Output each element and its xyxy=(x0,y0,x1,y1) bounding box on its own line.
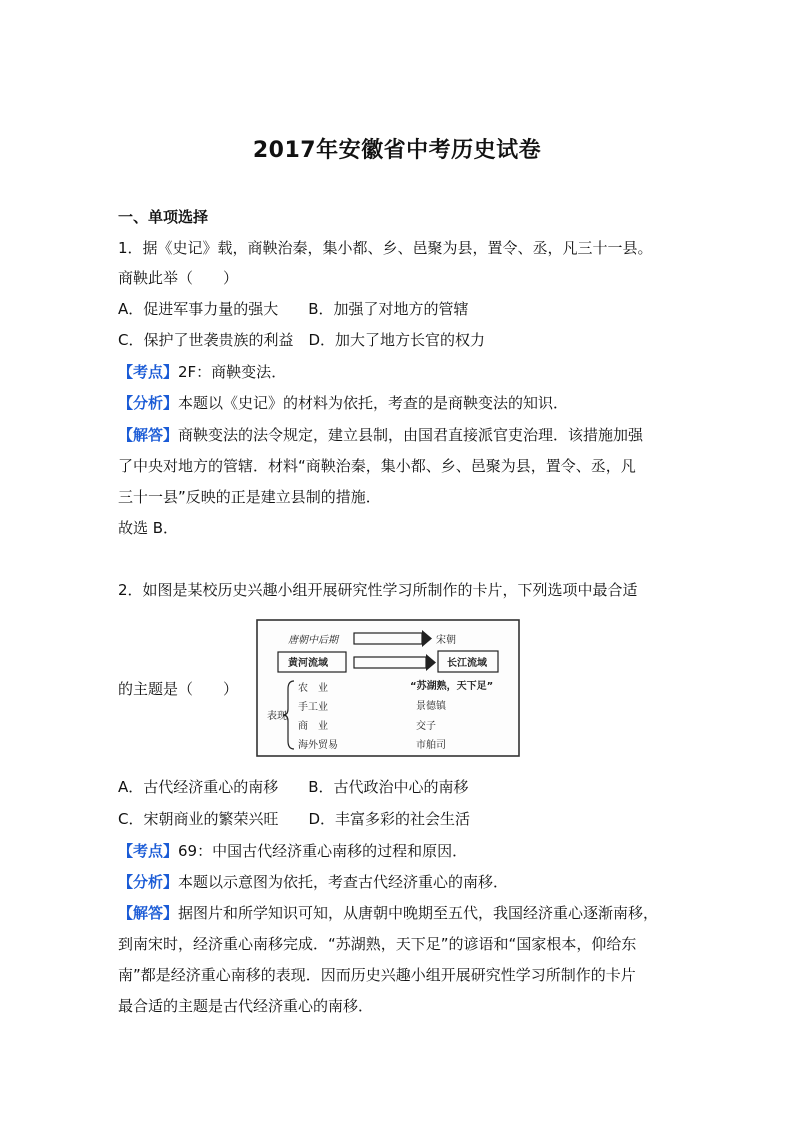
page-title: 2017年安徽省中考历史试卷 xyxy=(252,138,542,163)
q1-jieda-line1 xyxy=(118,425,678,445)
card-item: 农 业 xyxy=(298,683,328,694)
q1-jieda-line2: 了中央对地方的管辖．材料“商鞅治秦，集小都、乡、邑聚为县，置令、丞，凡 xyxy=(118,457,636,475)
q2-jieda-line4: 最合适的主题是古代经济重心的南移． xyxy=(118,997,374,1015)
q1-jieda-line3: 三十一县”反映的正是建立县制的措施． xyxy=(118,488,381,506)
q2-jieda-line1 xyxy=(118,903,678,923)
history-card-figure xyxy=(254,617,522,759)
q2-kaodian-tag: 【考点】 xyxy=(118,842,179,860)
q1-kaodian-tag: 【考点】 xyxy=(118,363,179,381)
q2-jieda-text: 据图片和所学知识可知，从唐朝中晚期至五代，我国经济重心逐渐南移， xyxy=(178,904,659,922)
q1-options-line1: A．促进军事力量的强大 B．加强了对地方的管辖 xyxy=(118,300,469,318)
q1-jieda-tag: 【解答】 xyxy=(118,426,179,444)
card-from-region: 黄河流域 xyxy=(288,658,328,669)
q1-jieda-text: 商鞅变法的法令规定，建立县制，由国君直接派官吏治理．该措施加强 xyxy=(178,426,644,444)
card-item: 手工业 xyxy=(298,702,328,713)
q2-jieda-line2: 到南宋时，经济重心南移完成．“苏湖熟，天下足”的谚语和“国家根本，仰给东 xyxy=(118,935,637,953)
q1-stem-line1: 1．据《史记》载，商鞅治秦，集小都、乡、邑聚为县，置令、丞，凡三十一县。 xyxy=(118,239,653,257)
card-value: 市舶司 xyxy=(416,740,446,751)
q2-kaodian-text: 69：中国古代经济重心南移的过程和原因． xyxy=(178,842,468,860)
card-to-region: 长江流域 xyxy=(447,658,487,669)
q1-answer: 故选 B． xyxy=(118,519,179,537)
section-heading: 一、单项选择 xyxy=(118,208,209,226)
q2-jieda-line3: 南”都是经济重心南移的表现．因而历史兴趣小组开展研究性学习所制作的卡片 xyxy=(118,966,636,984)
q1-kaodian xyxy=(118,362,678,382)
card-from-period: 唐朝中后期 xyxy=(288,635,338,646)
q1-fenxi-text: 本题以《史记》的材料为依托，考查的是商鞅变法的知识． xyxy=(178,394,569,412)
q1-fenxi-tag: 【分析】 xyxy=(118,394,179,412)
q1-kaodian-text: 2F：商鞅变法． xyxy=(178,363,287,381)
q2-kaodian xyxy=(118,841,678,861)
card-value: “苏湖熟，天下足” xyxy=(410,681,494,692)
q1-options-line2: C．保护了世袭贵族的利益 D．加大了地方长官的权力 xyxy=(118,331,486,349)
q2-jieda-tag: 【解答】 xyxy=(118,904,179,922)
card-item: 商 业 xyxy=(298,721,328,732)
q2-stem-line2: 的主题是（ ） xyxy=(118,680,239,698)
q2-fenxi-tag: 【分析】 xyxy=(118,873,179,891)
card-label: 表现 xyxy=(267,711,287,722)
q1-stem-line2: 商鞅此举（ ） xyxy=(118,269,239,287)
card-value: 景德镇 xyxy=(416,701,446,712)
q2-fenxi-text: 本题以示意图为依托，考查古代经济重心的南移． xyxy=(178,873,509,891)
q2-options-line1: A．古代经济重心的南移 B．古代政治中心的南移 xyxy=(118,778,469,796)
card-to-period: 宋朝 xyxy=(436,635,456,646)
q2-fenxi xyxy=(118,872,678,892)
q1-fenxi xyxy=(118,393,678,413)
q2-options-line2: C．宋朝商业的繁荣兴旺 D．丰富多彩的社会生活 xyxy=(118,810,471,828)
q2-stem-line1: 2．如图是某校历史兴趣小组开展研究性学习所制作的卡片，下列选项中最合适 xyxy=(118,581,638,599)
card-item: 海外贸易 xyxy=(298,740,338,751)
card-value: 交子 xyxy=(416,721,436,732)
